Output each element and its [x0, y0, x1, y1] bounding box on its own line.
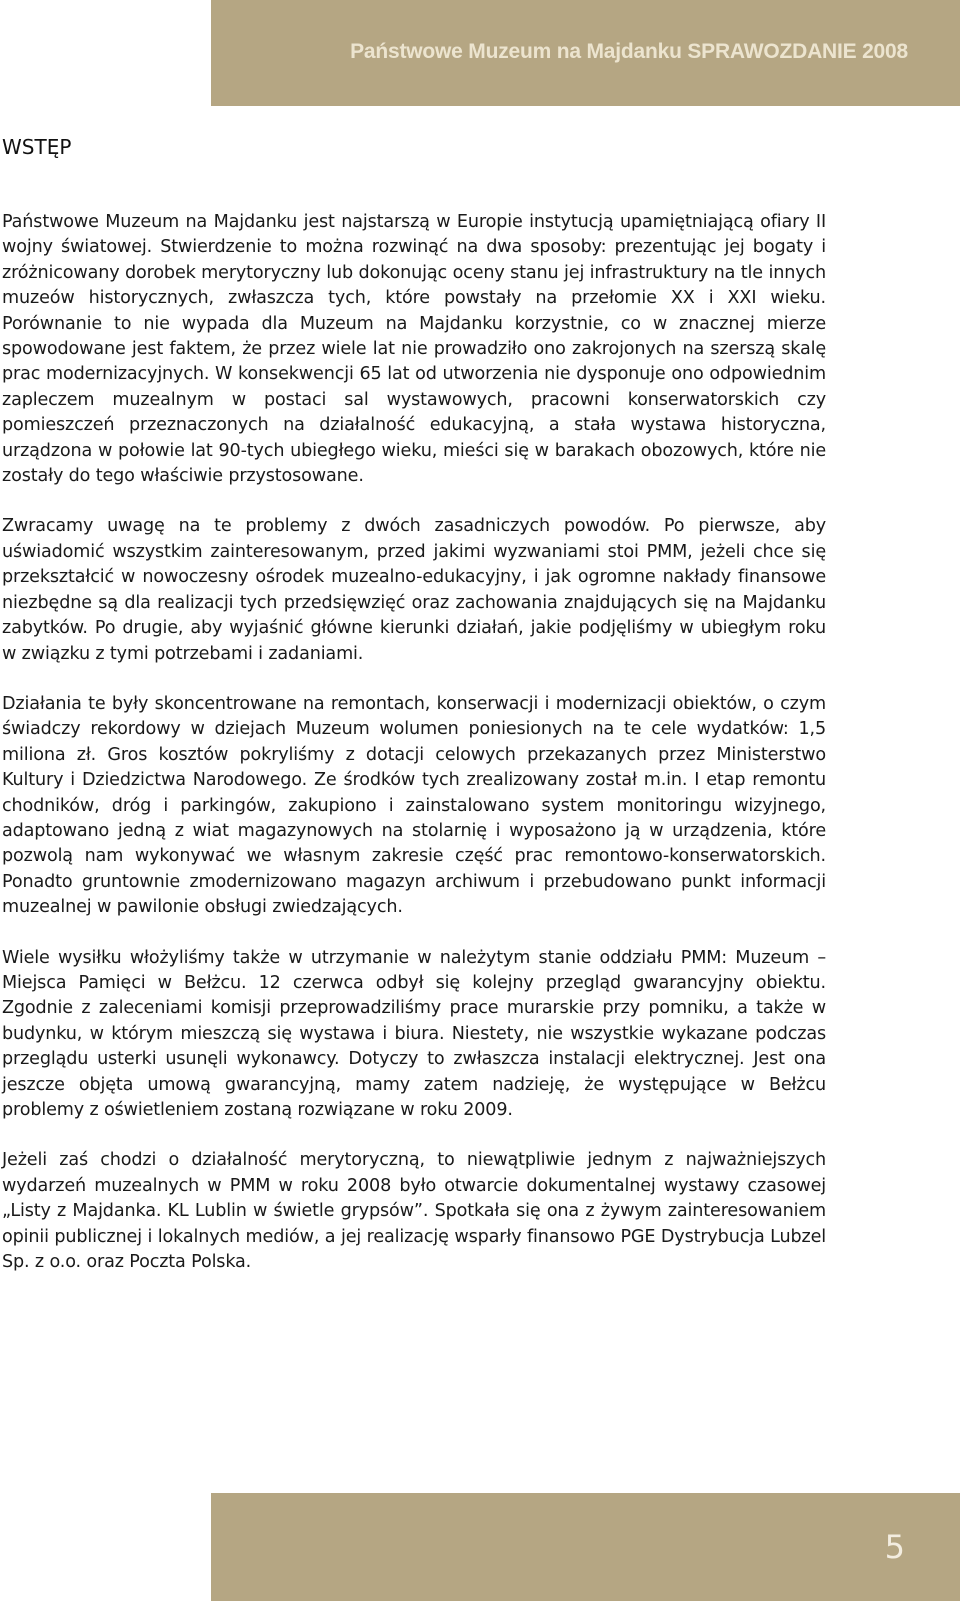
paragraph: Państwowe Muzeum na Majdanku jest najstarszą w Europie instytucją upamiętniającą ofiary II wojny światowej. Stwierdzenie to można rozwinąć na dwa sposoby: prezentując jej bogaty i zróżnicowany dorobek merytoryczny lub dokonując oceny stanu jej infrastruktury na tle innych muzeów historycznych, zwłaszcza tych, które powstały na przełomie XX i XXI wieku. Porównanie to nie wypada dla Muzeum na Majdanku korzystnie, co w znacznej mierze spowodowane jest faktem, że przez wiele lat nie prowadziło ono zakrojonych na szerszą skalę prac modernizacyjnych. W konsekwencji 65 lat od utworzenia nie dysponuje ono odpowiednim zapleczem muzealnym w postaci sal wystawowych, pracowni konserwatorskich czy pomieszczeń przeznaczonych na działalność edukacyjną, a stała wystawa historyczna, urządzona w połowie lat 90-tych ubiegłego wieku, mieści się w barakach obozowych, które nie zostały do tego właściwie przystosowane.	[2, 212, 826, 487]
paragraph: Zwracamy uwagę na te problemy z dwóch zasadniczych powodów. Po pierwsze, aby uświadomić wszystkim zainteresowanym, przed jakimi wyzwaniami stoi PMM, jeżeli chce się przekształcić w nowoczesny ośrodek muzealno-edukacyjny, i jak ogromne nakłady finansowe niezbędne są dla realizacji tych przedsięwzięć oraz zachowania znajdujących się na Majdanku zabytków. Po drugie, aby wyjaśnić główne kierunki działań, jakie podjęliśmy w ubiegłym roku w związku z tymi potrzebami i zadaniami.	[2, 516, 826, 664]
paragraph: Działania te były skoncentrowane na remontach, konserwacji i modernizacji obiektów, o czym świadczy rekordowy w dziejach Muzeum wolumen poniesionych na te cele wydatków: 1,5 miliona zł. Gros kosztów pokryliśmy z dotacji celowych przekazanych przez Ministerstwo Kultury i Dziedzictwa Narodowego. Ze środków tych zrealizowany został m.in. I etap remontu chodników, dróg i parkingów, zakupiono i zainstalowano system monitoringu wizyjnego, adaptowano jedną z wiat magazynowych na stolarnię i wyposażono ją w urządzenia, które pozwolą nam wykonywać we własnym zakresie część prac remontowo-konserwatorskich. Ponadto gruntownie zmodernizowano magazyn archiwum i przebudowano punkt informacji muzealnej w pawilonie obsługi zwiedzających.	[2, 693, 826, 918]
paragraph: Wiele wysiłku włożyliśmy także w utrzymanie w należytym stanie oddziału PMM: Muzeum – Miejsca Pamięci w Bełżcu. 12 czerwca odbył się kolejny przegląd gwarancyjny obiektu. Zgodnie z zaleceniami komisji przeprowadziliśmy prace murarskie przy pomniku, a także w budynku, w którym mieszczą się wystawa i biura. Niestety, nie wszystkie wykazane podczas przeglądu usterki usunęli wykonawcy. Dotyczy to zwłaszcza instalacji elektrycznej. Jest ona jeszcze objęta umową gwarancyjną, mamy zatem nadzieję, że występujące w Bełżcu problemy z oświetleniem zostaną rozwiązane w roku 2009.	[2, 947, 826, 1120]
body-text	[2, 210, 826, 1300]
report-header-title: Państwowe Muzeum na Majdanku SPRAWOZDANIE 2008	[350, 40, 908, 63]
section-title: WSTĘP	[2, 135, 72, 159]
page-number: 5	[884, 1528, 905, 1566]
header-band	[211, 0, 960, 106]
footer-band	[211, 1493, 960, 1601]
paragraph: Jeżeli zaś chodzi o działalność merytoryczną, to niewątpliwie jednym z najważniejszych wydarzeń muzealnych w PMM w roku 2008 było otwarcie dokumentalnej wystawy czasowej „Listy z Majdanka. KL Lublin w świetle grypsów”. Spotkała się ona z żywym zainteresowaniem opinii publicznej i lokalnych mediów, a jej realizację wsparły finansowo PGE Dystrybucja Lubzel Sp. z o.o. oraz Poczta Polska.	[2, 1150, 826, 1273]
